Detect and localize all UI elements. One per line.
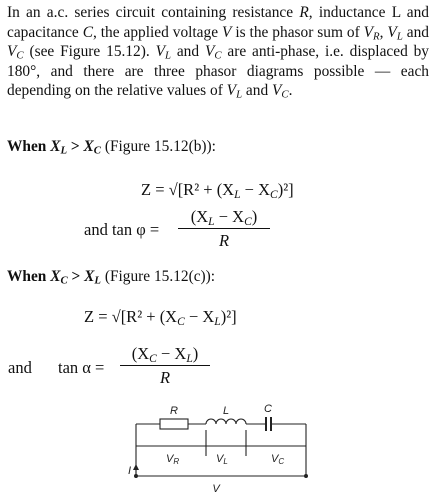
case2-numerator: $(X_C - X_L)$ xyxy=(131,344,199,365)
circuit-label-L: L xyxy=(222,405,230,417)
circuit-label-VL: VL xyxy=(216,453,228,466)
case1-tan-phi-label: and tan φ = xyxy=(84,220,160,239)
resistor-symbol xyxy=(160,419,188,429)
case2-tan-alpha-label: tan α = xyxy=(58,358,105,377)
case2-denominator: R xyxy=(159,368,171,387)
circuit-label-VR: VR xyxy=(166,453,180,466)
case1-heading: When $X_L > X_C$ (Figure 15.12(b)): xyxy=(7,138,216,157)
case2-heading: When $X_C > X_L$ (Figure 15.12(c)): xyxy=(7,268,216,287)
case1-fraction-bar xyxy=(178,228,270,229)
case1-denominator: R xyxy=(218,231,230,250)
case2-and-label: and xyxy=(8,358,32,377)
case2-fraction-bar xyxy=(120,365,210,366)
circuit-label-V: V xyxy=(212,483,220,495)
circuit-label-R: R xyxy=(170,405,178,417)
case2-tan-alpha-fraction xyxy=(120,344,210,388)
case2-impedance-equation: $Z = √[R^2 + (X_C - X_L)^2]$ xyxy=(84,307,237,328)
circuit-label-I: I xyxy=(128,465,132,477)
case1-tan-phi-fraction xyxy=(178,207,270,251)
circuit-label-VC: VC xyxy=(271,453,285,466)
circuit-label-C: C xyxy=(264,403,272,415)
intro-paragraph: In an a.c. series circuit containing resistance R, inductance L and capacitance C, the applied voltage V is the phasor sum of $V_R$, $V_L$ and $V_C$ (see Figure 15.12). $V_L$ and $V_C$ are anti-phase, i.e. displaced by 180°, and there are three phasor diagrams possible — each depending on the relative values of $V_L$ and $V_C$. xyxy=(7,4,430,102)
case1-numerator: $(X_L - X_C)$ xyxy=(190,207,258,228)
rlc-circuit-diagram xyxy=(0,398,434,497)
inductor-symbol xyxy=(206,419,246,424)
case1-impedance-equation: $Z = √[R^2 + (X_L - X_C)^2]$ xyxy=(141,180,294,201)
